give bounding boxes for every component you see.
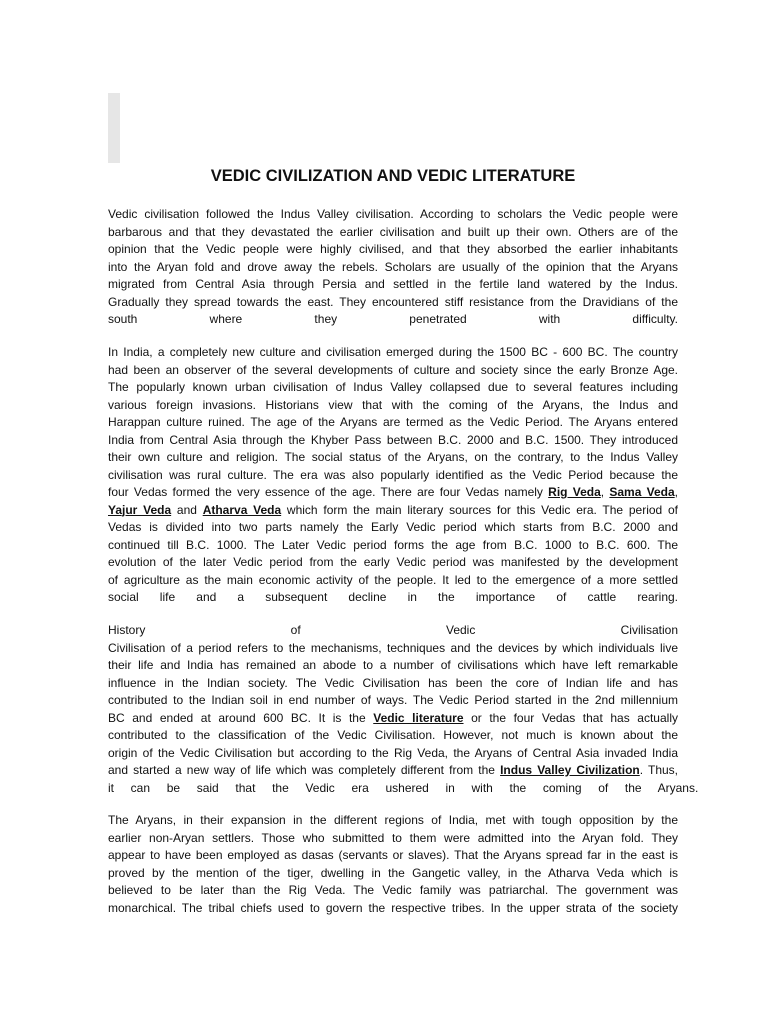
text-run: monarchical. The tribal chiefs used to govern the respective tribes. In the upper strata of the society: [108, 900, 678, 915]
text-run: four Vedas formed the very essence of the age. There are four Vedas namely: [108, 485, 549, 499]
text-run: contributed to the classification of the Vedic Civilisation. However, not much is known about the: [108, 728, 678, 742]
text-run: of agriculture as the main economic activity of the people. It led to the emergence of a more settled: [108, 572, 678, 587]
paragraph-3-line: [108, 675, 678, 693]
paragraph-3-line: [108, 762, 678, 780]
paragraph-1-line: [108, 276, 678, 294]
paragraph-3-line: [108, 622, 678, 640]
text-run: proved by the mention of the tiger, dwelling in the Gangetic valley, in the Atharva Veda which is: [108, 865, 678, 880]
text-run: ,: [674, 485, 679, 499]
text-run: Vedic civilisation followed the Indus Valley civilisation. According to scholars the Vedic people were: [108, 207, 678, 221]
underlined-term: Yajur Veda: [108, 502, 172, 517]
paragraph-3-line: [108, 692, 678, 710]
document-title: VEDIC CIVILIZATION AND VEDIC LITERATURE: [210, 167, 576, 185]
paragraph-2-line: [108, 414, 678, 432]
text-run: earlier non-Aryan settlers. Those who submitted to them were admitted into the Aryan fold. They: [108, 830, 678, 845]
text-run: or the four Vedas that has actually: [463, 710, 678, 725]
text-run: Vedas is divided into two parts namely the Early Vedic period which starts from B.C. 2000 and: [108, 520, 678, 534]
text-run: BC and ended at around 600 BC. It is the: [108, 710, 374, 725]
text-run: influence in the Indian society. The Vedic Civilisation has been the core of Indian life and has: [108, 675, 678, 690]
text-run: . Thus,: [639, 763, 679, 777]
paragraph-2-line: [108, 519, 678, 537]
text-run: it can be said that the Vedic era ushered in with the coming of the Aryans.: [108, 780, 699, 795]
paragraph-3-line: [108, 745, 678, 763]
paragraph-3-line: [108, 640, 678, 658]
margin-bar: [108, 93, 120, 163]
paragraph-4-line: [108, 900, 678, 918]
text-run: various foreign invasions. Historians view that with the coming of the Aryans, the Indus and: [108, 397, 678, 412]
paragraph-2-line: [108, 537, 678, 555]
paragraph-1-line: [108, 224, 678, 242]
paragraph-2-line: [108, 484, 678, 502]
text-run: their own culture and religion. The social status of the Aryans, on the contrary, to the Indus Valley: [108, 450, 678, 464]
underlined-term: Rig Veda: [548, 485, 601, 499]
paragraph-3-line: [108, 710, 678, 728]
text-run: opinion that the Vedic people were highly civilised, and that they absorbed the earlier inhabitants: [108, 242, 678, 256]
paragraph-2-line: [108, 379, 678, 397]
text-run: origin of the Vedic Civilisation but according to the Rig Veda, the Aryans of Central Asia invaded India: [108, 745, 678, 760]
paragraph-3-line: [108, 727, 678, 745]
text-run: Harappan culture ruined. The age of the Aryans are termed as the Vedic Period. The Aryans entered: [108, 415, 678, 429]
text-run: their life and India has remained an abode to a number of civilisations which have left remarkable: [108, 658, 678, 672]
text-run: continued till B.C. 1000. The Later Vedic period forms the age from B.C. 1000 to B.C. 600. The: [108, 537, 678, 552]
paragraph-4-line: [108, 812, 678, 830]
underlined-term: Atharva Veda: [202, 502, 282, 517]
text-run: civilisation was rural culture. The era was also popularly identified as the Vedic Period because the: [108, 467, 678, 482]
paragraph-2-line: [108, 397, 678, 415]
text-run: ,: [600, 485, 610, 499]
paragraph-1-line: [108, 311, 678, 329]
paragraph-2-line: [108, 467, 678, 485]
paragraph-2-line: [108, 554, 678, 572]
paragraph-2-line: [108, 572, 678, 590]
underlined-term: Indus Valley Civilization: [500, 763, 640, 777]
paragraph-2-line: [108, 502, 678, 520]
text-run: Civilisation of a period refers to the mechanisms, techniques and the devices by which individuals live: [108, 640, 678, 655]
paragraph-3-line: [108, 657, 678, 675]
text-run: Gradually they spread towards the east. They encountered stiff resistance from the Dravidians of the: [108, 294, 678, 309]
text-run: India from Central Asia through the Khyber Pass between B.C. 2000 and B.C. 1500. They introduced: [108, 432, 678, 447]
text-run: believed to be later than the Rig Veda. The Vedic family was patriarchal. The government was: [108, 883, 678, 897]
text-run: migrated from Central Asia through Persia and settled in the fertile land watered by the Indus.: [108, 277, 678, 291]
paragraph-4-line: [108, 865, 678, 883]
paragraph-2-line: [108, 432, 678, 450]
paragraph-3-line: [108, 780, 699, 798]
text-run: History of Vedic Civilisation: [108, 623, 678, 637]
text-run: had been an observer of the several developments of culture and society since the early Bronze Age.: [108, 362, 678, 377]
paragraph-4-line: [108, 882, 678, 900]
text-run: evolution of the later Vedic period from the early Vedic period was manifested by the development: [108, 555, 678, 569]
paragraph-4-line: [108, 847, 678, 865]
paragraph-1-line: [108, 259, 678, 277]
paragraph-2-line: [108, 344, 678, 362]
underlined-term: Vedic literature: [373, 710, 464, 725]
paragraph-2-line: [108, 362, 678, 380]
text-run: appear to have been employed as dasas (servants or slaves). That the Aryans spread far in the east is: [108, 848, 678, 862]
paragraph-1-line: [108, 241, 678, 259]
paragraph-2-line: [108, 449, 678, 467]
text-run: The popularly known urban civilisation of Indus Valley collapsed due to several features including: [108, 380, 678, 394]
paragraph-1-line: [108, 294, 678, 312]
text-run: contributed to the Indian soil in end number of ways. The Vedic Period started in the 2nd millennium: [108, 693, 678, 707]
paragraph-4-line: [108, 830, 678, 848]
paragraph-1-line: [108, 206, 678, 224]
text-run: The Aryans, in their expansion in the different regions of India, met with tough opposition by the: [108, 813, 678, 827]
underlined-term: Sama Veda: [609, 485, 675, 499]
text-run: barbarous and that they devastated the earlier civilisation and built up their own. Others are of the: [108, 224, 678, 239]
text-run: and started a new way of life which was completely different from the: [108, 763, 501, 777]
text-run: which form the main literary sources for this Vedic era. The period of: [281, 502, 678, 517]
text-run: and: [171, 502, 203, 517]
text-run: In India, a completely new culture and civilisation emerged during the 1500 BC - 600 BC. The country: [108, 345, 678, 359]
text-run: social life and a subsequent decline in the importance of cattle rearing.: [108, 590, 678, 604]
text-run: into the Aryan fold and drove away the rebels. Scholars are usually of the opinion that the Aryans: [108, 259, 678, 274]
paragraph-2-line: [108, 589, 678, 607]
text-run: south where they penetrated with difficulty.: [108, 312, 678, 326]
